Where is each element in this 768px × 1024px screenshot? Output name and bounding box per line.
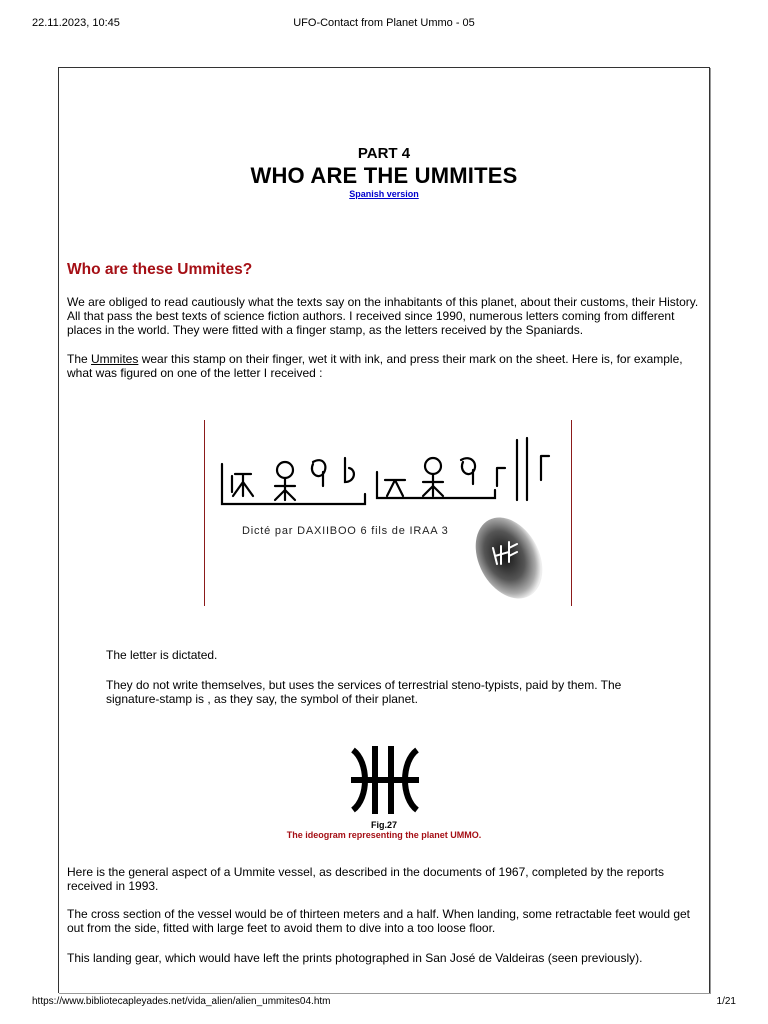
spanish-version-link[interactable]: Spanish version [349, 189, 419, 199]
paragraph-steno: They do not write themselves, but uses the services of terrestrial steno-typists, paid by them. The signature-stamp is , as they say, the symbol of their planet. [106, 678, 622, 706]
page-title: WHO ARE THE UMMITES [250, 163, 518, 188]
print-datetime: 22.11.2023, 10:45 [32, 17, 120, 29]
part-label: PART 4 [357, 145, 411, 162]
paragraph-dictated: The letter is dictated. [106, 648, 218, 662]
figure-caption: The ideogram representing the planet UMMO. [286, 830, 482, 840]
ummo-ideogram-icon [345, 744, 425, 816]
paragraph-cross-section: The cross section of the vessel would be of thirteen meters and a half. When landing, some retractable feet would get out from the side, fitted with large feet to avoid them to dive into a too loose floor. [67, 907, 691, 935]
paragraph-vessel: Here is the general aspect of a Ummite vessel, as described in the documents of 1967, completed by the reports received in 1993. [67, 865, 664, 893]
paragraph-intro: We are obliged to read cautiously what the texts say on the inhabitants of this planet, about their customs, their History. All that pass the best texts of science fiction authors. I received since 1990, numerous letters coming from different places in the world. They were fitted with a finger stamp, as the letters received by the Spaniards. [67, 295, 699, 337]
print-page-number: 1/21 [716, 996, 736, 1007]
print-doc-title: UFO-Contact from Planet Ummo - 05 [293, 17, 475, 29]
section-heading: Who are these Ummites? [67, 261, 253, 278]
paragraph-stamp [67, 352, 701, 380]
fingerprint-image [471, 512, 549, 604]
para2-pre: The [67, 352, 92, 366]
paragraph-landing-gear: This landing gear, which would have left the prints photographed in San José de Valdeiras (seen previously). [67, 951, 643, 965]
print-url: https://www.bibliotecapleyades.net/vida_alien/alien_ummites04.htm [32, 996, 331, 1007]
finger-stamp-figure [204, 420, 572, 606]
stamp-dictation-text: Dicté par DAXIIBOO 6 fils de IRAA 3 [242, 525, 449, 537]
figure-label: Fig.27 [370, 820, 397, 830]
para2-post: wear this stamp on their finger, wet it with ink, and press their mark on the sheet. Here is, for example, what was figured on one of the letter I received : [67, 352, 683, 380]
spanish-version-wrap [59, 189, 709, 199]
article-frame [58, 67, 710, 993]
ummites-link[interactable]: Ummites [91, 352, 139, 366]
